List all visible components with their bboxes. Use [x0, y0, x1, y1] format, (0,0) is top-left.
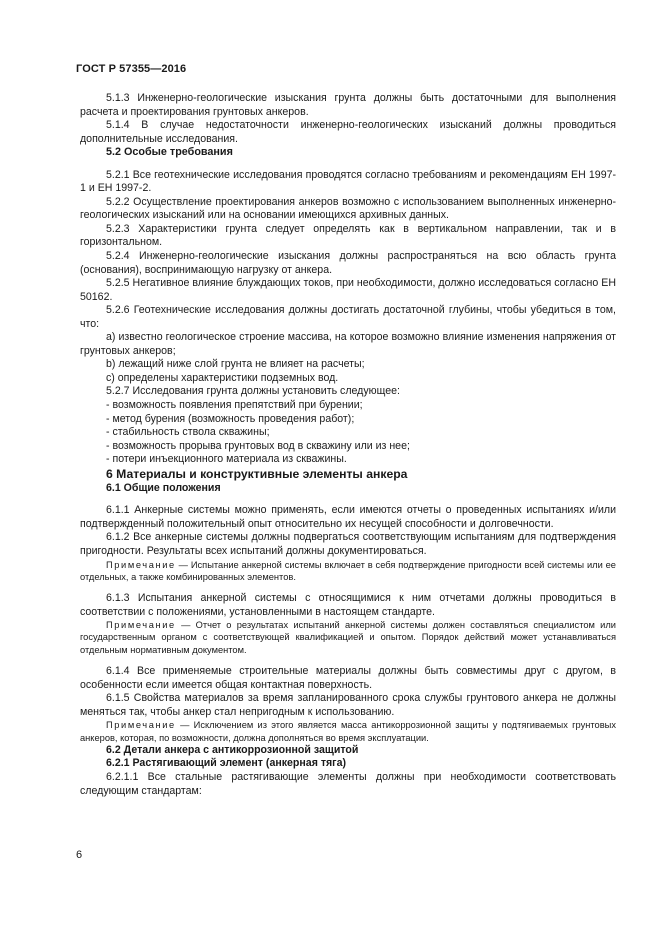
- paragraph-6-2-1-1: 6.2.1.1 Все стальные растягивающие элементы должны при необходимости соответствовать следующим стандартам:: [80, 770, 616, 797]
- list-item-c: c) определены характеристики подземных вод.: [106, 371, 339, 384]
- note-label: Примечание: [106, 559, 176, 570]
- paragraph-5-2-6: 5.2.6 Геотехнические исследования должны достигать достаточной глубины, чтобы убедиться в том, что:: [80, 304, 616, 330]
- paragraph-6-1-2: 6.1.2 Все анкерные системы должны подвергаться соответствующим испытаниям для подтверждения пригодности. Результаты всех испытаний должны документироваться.: [80, 531, 616, 557]
- page-number: 6: [76, 849, 83, 861]
- paragraph-5-2-2: 5.2.2 Осуществление проектирования анкеров возможно с использованием выполненных инженерно-геологических изысканий или на основании имеющихся архивных данных.: [80, 195, 616, 222]
- paragraph-6-1-3: 6.1.3 Испытания анкерной системы с относящимися к ним отчетами должны проводиться в соответствии с положениями, установленными в настоящем стандарте.: [80, 592, 616, 618]
- list-item-b: b) лежащий ниже слой грунта не влияет на расчеты;: [106, 358, 365, 371]
- section-heading-6-2-1: 6.2.1 Растягивающий элемент (анкерная тяга): [106, 757, 347, 770]
- dash-item: - стабильность ствола скважины;: [106, 426, 270, 439]
- note-text: — Испытание анкерной системы включает в себя подтверждение пригодности всей системы или ее отдельных, а также комбинированных элементов.: [80, 559, 616, 582]
- paragraph-5-2-3: 5.2.3 Характеристики грунта следует определять как в вертикальном направлении, так и в горизонтальном.: [80, 222, 616, 249]
- section-heading-6-2: 6.2 Детали анкера с антикоррозионной защитой: [106, 743, 359, 756]
- dash-item: - потери инъекционного материала из скважины.: [106, 453, 347, 466]
- section-heading-6: 6 Материалы и конструктивные элементы анкера: [106, 466, 408, 481]
- section-heading-6-1: 6.1 Общие положения: [106, 481, 221, 494]
- note-label: Примечание: [106, 620, 176, 631]
- section-heading-5-2: 5.2 Особые требования: [106, 146, 233, 159]
- note-text: — Исключением из этого является масса антикоррозионной защиты у подтягиваемых грунтовых анкеров, которая, по возможности, должна дополняться во время эксплуатации.: [80, 720, 616, 743]
- paragraph-6-1-1: 6.1.1 Анкерные системы можно применять, если имеются отчеты о проведенных испытаниях и/или подтвержденный положительный опыт относительно их несущей способности и долговечности.: [80, 504, 616, 530]
- note-1: [80, 559, 616, 584]
- paragraph-5-1-4: 5.1.4 В случае недостаточности инженерно-геологических изысканий должны проводиться дополнительные исследования.: [80, 119, 616, 145]
- paragraph-5-2-4: 5.2.4 Инженерно-геологические изыскания должны распространяться на всю область грунта (основания), воспринимающую нагрузку от анкера.: [80, 250, 616, 276]
- paragraph-6-1-5: 6.1.5 Свойства материалов за время запланированного срока службы грунтового анкера не должны меняться так, чтобы анкер стал непригодным к использованию.: [80, 692, 616, 718]
- dash-item: - метод бурения (возможность проведения работ);: [106, 412, 355, 425]
- note-text: — Отчет о результатах испытаний анкерной системы должен составляться специалистом или государственным органом с соответствующей квалификацией и опытом. Порядок действий может устанавливаться отдельным нормативным документом.: [80, 620, 616, 655]
- list-item-a: a) известно геологическое строение массива, на которое возможно влияние изменения напряжения от грунтовых анкеров;: [80, 331, 616, 357]
- page-header: ГОСТ Р 57355—2016: [76, 63, 187, 75]
- paragraph-5-2-1: 5.2.1 Все геотехнические исследования проводятся согласно требованиям и рекомендациям ЕН 1997-1 и ЕН 1997-2.: [80, 168, 616, 195]
- dash-item: - возможность прорыва грунтовых вод в скважину или из нее;: [106, 439, 410, 452]
- paragraph-5-1-3: 5.1.3 Инженерно-геологические изыскания грунта должны быть достаточными для выполнения расчета и проектирования грунтовых анкеров.: [80, 92, 616, 118]
- note-3: [80, 719, 616, 744]
- paragraph-5-2-7: 5.2.7 Исследования грунта должны установить следующее:: [106, 385, 400, 398]
- paragraph-6-1-4: 6.1.4 Все применяемые строительные материалы должны быть совместимы друг с другом, в особенности если имеется общая контактная поверхность.: [80, 665, 616, 691]
- note-label: Примечание: [106, 720, 176, 731]
- note-2: [80, 619, 616, 656]
- dash-item: - возможность появления препятствий при бурении;: [106, 399, 363, 412]
- page-content: [80, 92, 616, 798]
- paragraph-5-2-5: 5.2.5 Негативное влияние блуждающих токов, при необходимости, должно исследоваться согласно ЕН 50162.: [80, 277, 616, 303]
